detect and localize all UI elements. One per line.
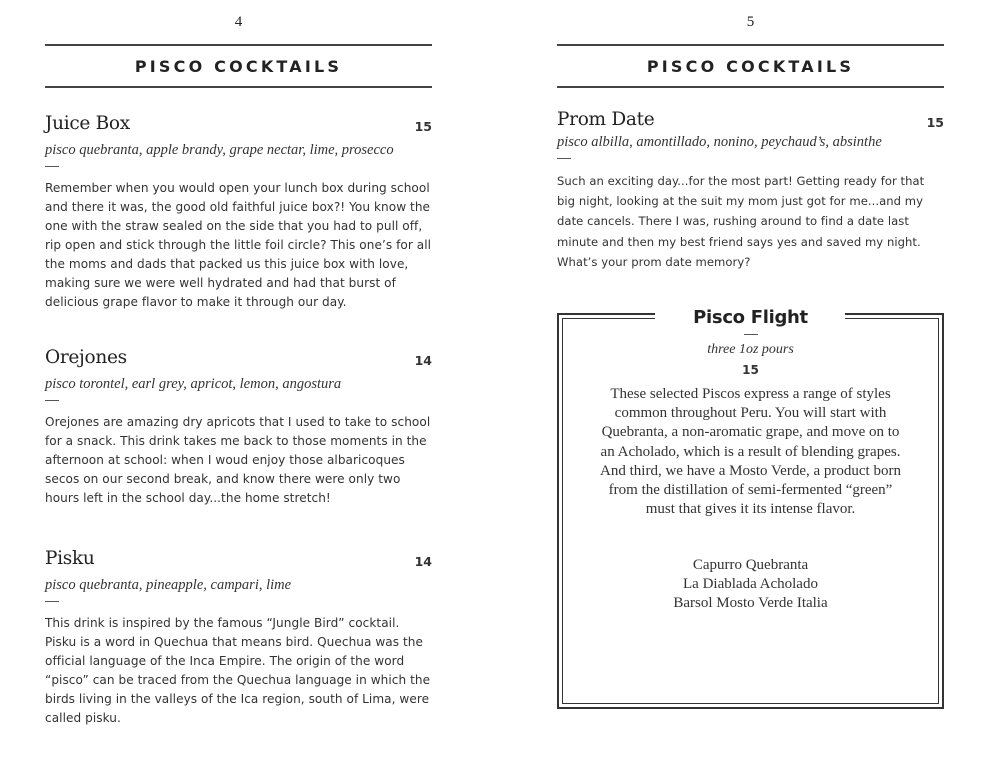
menu-item-juice-box	[45, 113, 432, 312]
header-rule-bottom	[45, 86, 432, 88]
item-description: Orejones are amazing dry apricots that I used to take to school for a snack. This drink takes me back to those moments in the afternoon at school: when I woud enjoy those albaricoques secos on our second break, and know there were only two hours left in the school day...the home stretch!	[45, 415, 431, 505]
menu-item-pisku	[45, 548, 432, 728]
item-price: 15	[926, 115, 944, 130]
header-rule-top	[45, 44, 432, 46]
item-name: Juice Box	[45, 113, 130, 134]
item-ingredients: pisco quebranta, apple brandy, grape nectar, lime, prosecco	[45, 142, 394, 158]
header-rule-top	[557, 44, 944, 46]
item-ingredients: pisco quebranta, pineapple, campari, lime	[45, 577, 292, 593]
item-name: Pisku	[45, 548, 95, 569]
section-title: PISCO COCKTAILS	[134, 57, 343, 76]
item-name: Orejones	[45, 347, 127, 368]
flight-description: These selected Piscos express a range of styles common throughout Peru. You will start with Quebranta, a non-aromatic grape, and move on to an Acholado, which is a result of blending grapes. And third, we have a Mosto Verde, a product born from the distillation of semi-fermented “green” must that gives it its intense flavor.	[600, 386, 901, 518]
divider-dash	[557, 158, 571, 159]
flight-selection: Barsol Mosto Verde Italia	[673, 595, 828, 612]
item-description: Such an exciting day...for the most part! Getting ready for that big night, looking at the suit my mom just got for me...and my date cancels. There I was, rushing around to find a date last minute and then my best friend says yes and saved my night. What’s your prom date memory?	[557, 174, 925, 269]
divider-dash	[45, 400, 59, 401]
item-price: 15	[414, 119, 432, 134]
item-ingredients: pisco torontel, earl grey, apricot, lemon, angostura	[45, 376, 342, 392]
menu-item-orejones	[45, 347, 432, 508]
flight-selection: Capurro Quebranta	[692, 557, 809, 573]
item-ingredients: pisco albilla, amontillado, nonino, peychaud’s, absinthe	[557, 134, 882, 150]
flight-selections	[557, 556, 944, 614]
item-description: Remember when you would open your lunch box during school and there it was, the good old faithful juice box?! You know the one with the straw sealed on the side that you had to pull off, rip open and stick through the little foil circle? This one’s for all the moms and dads that packed us this juice box with love, making sure we were well hydrated and had that burst of delicious grape flavor to make it through our day.	[45, 181, 432, 309]
flight-title: Pisco Flight	[693, 307, 808, 328]
item-price: 14	[414, 353, 432, 368]
flight-selection: La Diablada Acholado	[683, 576, 818, 593]
divider-dash	[45, 601, 59, 602]
item-name: Prom Date	[557, 109, 655, 130]
flight-subtitle: three 1oz pours	[707, 342, 794, 357]
page-number: 4	[234, 14, 243, 30]
item-price: 14	[414, 554, 432, 569]
item-description: This drink is inspired by the famous “Jungle Bird” cocktail. Pisku is a word in Quechua that means bird. Quechua was the official language of the Inca Empire. The origin of the word “pisco” can be traced from the Quechua language in which the birds living in the valleys of the Ica region, south of Lima, were called pisku.	[45, 616, 431, 725]
flight-price: 15	[742, 363, 759, 377]
page-number: 5	[746, 14, 755, 30]
divider-dash	[45, 166, 59, 167]
menu-item-prom-date	[557, 109, 944, 272]
pisco-flight-box	[557, 307, 944, 709]
header-rule-bottom	[557, 86, 944, 88]
section-title: PISCO COCKTAILS	[646, 57, 855, 76]
divider-dash	[744, 334, 758, 335]
